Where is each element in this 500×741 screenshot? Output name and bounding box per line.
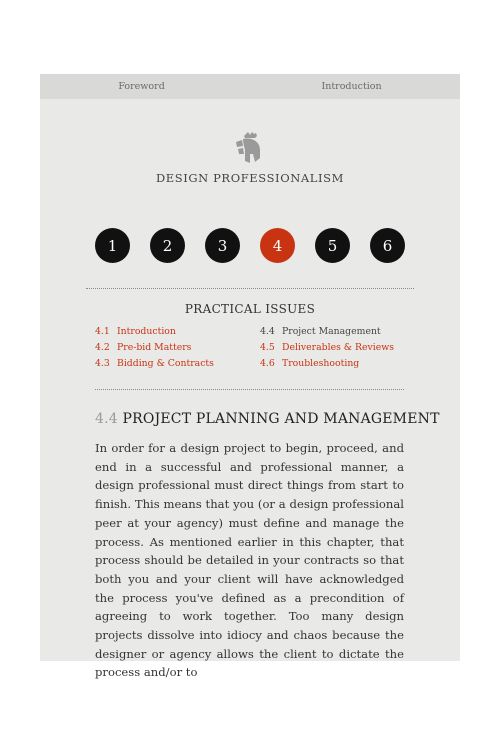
section-title: PROJECT PLANNING AND MANAGEMENT	[122, 411, 440, 427]
toc-item-bidding-contracts[interactable]	[95, 358, 260, 369]
toc-item-label: Introduction	[117, 326, 176, 337]
practical-issues-title: PRACTICAL ISSUES	[184, 302, 316, 316]
toc-item-project-management[interactable]	[260, 326, 410, 337]
chapter-title: DESIGN PROFESSIONALISM	[155, 171, 345, 185]
section-toc	[95, 326, 460, 369]
dotted-divider	[95, 389, 404, 390]
chapter-2-button[interactable]: 2	[150, 228, 185, 263]
toc-item-pre-bid-matters[interactable]	[95, 342, 260, 353]
toc-item-label: Project Management	[282, 326, 381, 337]
chapter-4-button[interactable]: 4	[260, 228, 295, 263]
toc-item-label: Deliverables & Reviews	[282, 342, 394, 353]
spartan-helmet-icon	[233, 132, 267, 164]
chapter-5-button[interactable]: 5	[315, 228, 350, 263]
toc-item-number: 4.1	[95, 326, 110, 337]
toc-item-troubleshooting[interactable]	[260, 358, 410, 369]
toc-item-label: Bidding & Contracts	[117, 358, 214, 369]
toc-item-label: Troubleshooting	[282, 358, 360, 369]
top-navigation	[40, 74, 460, 99]
section-heading	[95, 411, 460, 427]
toc-item-label: Pre-bid Matters	[117, 342, 192, 353]
toc-item-introduction[interactable]	[95, 326, 260, 337]
nav-foreword-link[interactable]: Foreword	[118, 81, 165, 92]
chapter-3-button[interactable]: 3	[205, 228, 240, 263]
logo	[40, 132, 460, 164]
section-body-text: In order for a design project to begin, proceed, and end in a successful and professional manner, a design professional must direct things from start to finish. This means that you (or a design professional peer at your agency) must define and manage the process. As mentioned earlier in this chapter, that process should be detailed in your contracts so that both you and your client will have acknowledged the process you've defined as a precondition of agreeing to work together. Too many design projects dissolve into idiocy and chaos because the designer or agency allows the client to dictate the process and/or to	[95, 441, 404, 680]
nav-introduction-link[interactable]: Introduction	[321, 81, 382, 92]
toc-item-number: 4.3	[95, 358, 110, 369]
toc-item-number: 4.6	[260, 358, 275, 369]
dotted-divider	[86, 288, 414, 289]
chapter-1-button[interactable]: 1	[95, 228, 130, 263]
chapter-selector	[40, 228, 460, 263]
book-page	[40, 74, 460, 680]
toc-item-number: 4.2	[95, 342, 110, 353]
chapter-6-button[interactable]: 6	[370, 228, 405, 263]
toc-item-deliverables-reviews[interactable]	[260, 342, 410, 353]
toc-item-number: 4.4	[260, 326, 275, 337]
toc-item-number: 4.5	[260, 342, 275, 353]
section-number: 4.4	[95, 411, 118, 427]
